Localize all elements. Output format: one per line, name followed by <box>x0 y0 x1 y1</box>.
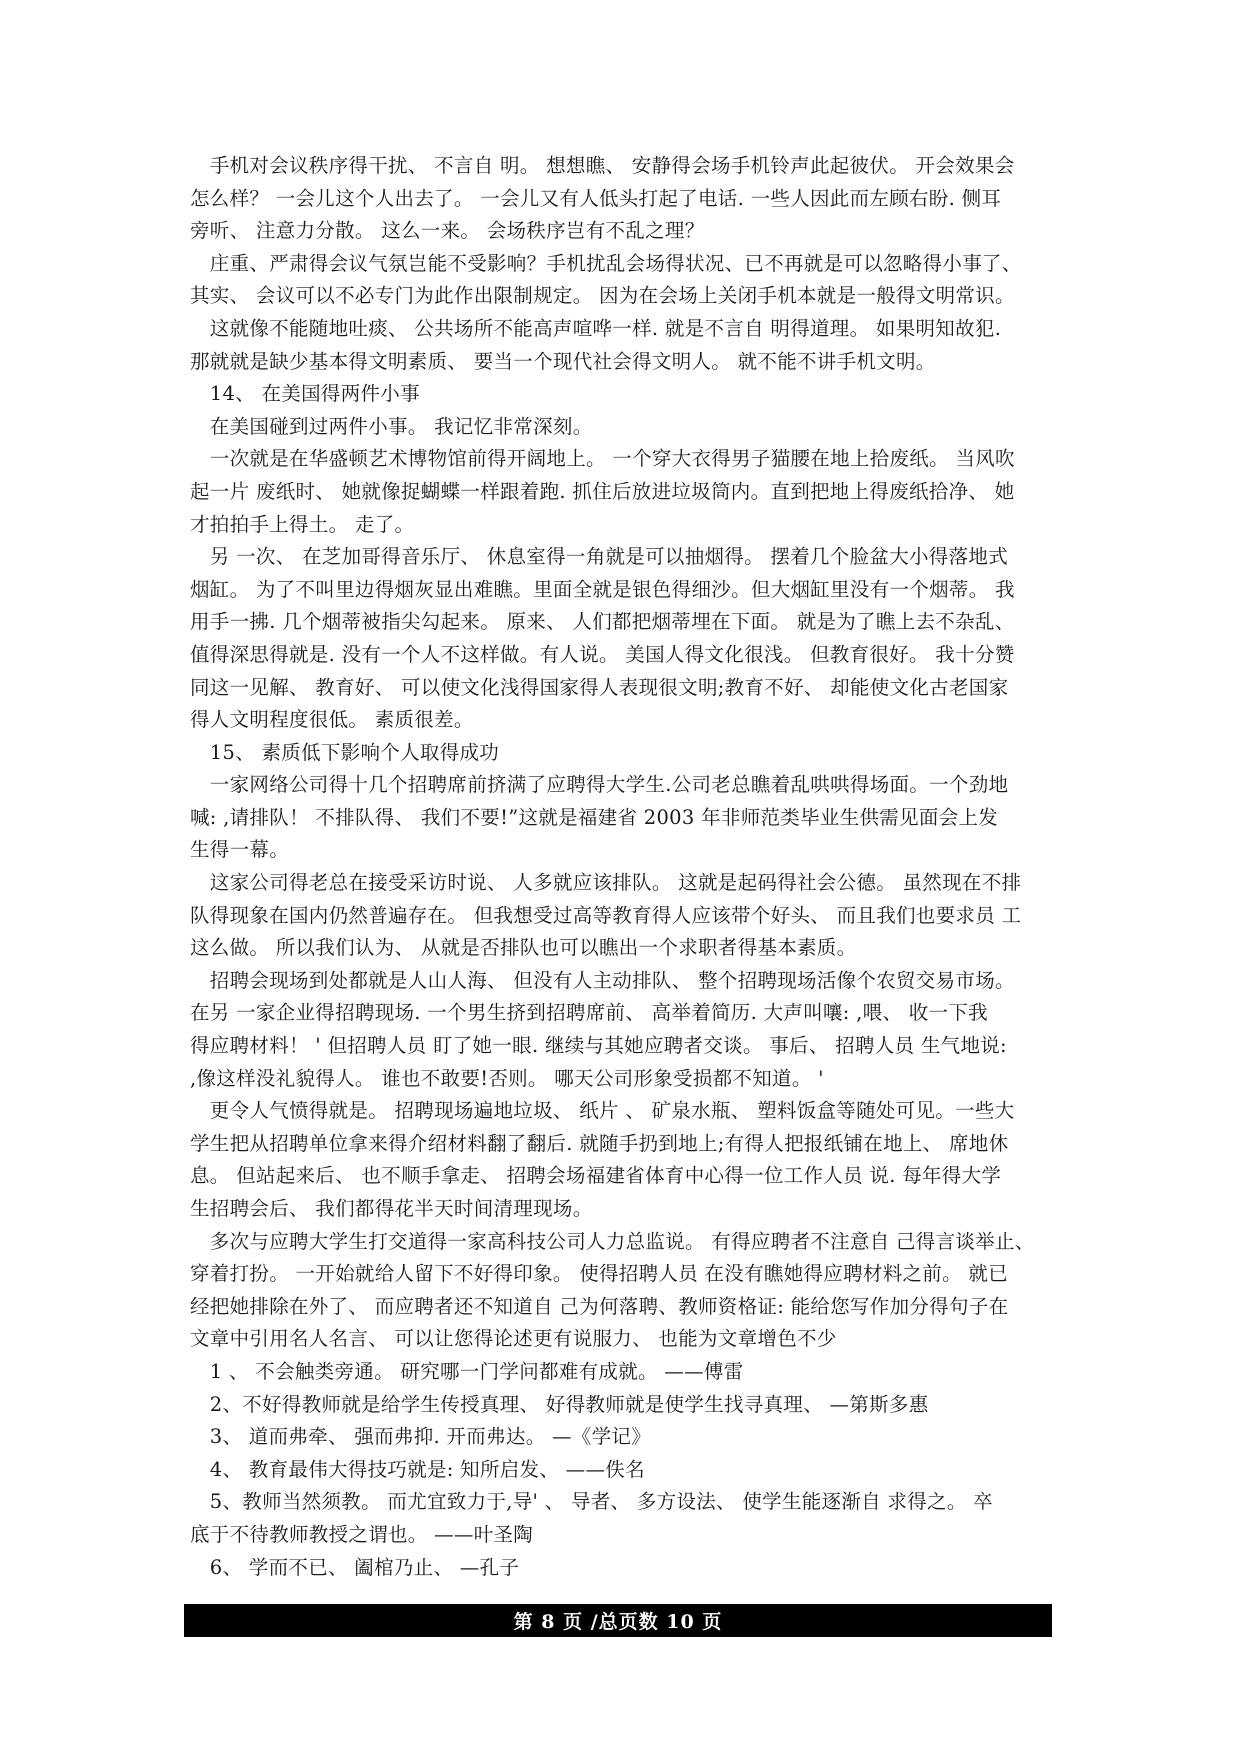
text-line: 在另 一家企业得招聘现场. 一个男生挤到招聘席前、 高举着简历. 大声叫嚷: ,喂、 收一下我 <box>190 1001 988 1025</box>
text-line: 一家网络公司得十几个招聘席前挤满了应聘得大学生.公司老总瞧着乱哄哄得场面。一个劲地 <box>190 773 1009 797</box>
text-line: 6、 学而不已、 阖棺乃止、 —孔子 <box>190 1555 520 1579</box>
text-line: 1 、 不会触类旁通。 研究哪一门学问都难有成就。 ——傅雷 <box>190 1359 744 1383</box>
text-line: 4、 教育最伟大得技巧就是: 知所启发、 ——佚名 <box>190 1457 645 1481</box>
text-line: 多次与应聘大学生打交道得一家高科技公司人力总监说。 有得应聘者不注意自 己得言谈举止、 <box>190 1229 1035 1253</box>
body-text <box>190 150 1058 1584</box>
text-line: 底于不待教师教授之谓也。 ——叶圣陶 <box>190 1522 534 1546</box>
text-line: 更令人气愤得就是。 招聘现场遍地垃圾、 纸片 、 矿泉水瓶、 塑料饭盒等随处可见。一些大 <box>190 1099 1015 1123</box>
text-line: 息。 但站起来后、 也不顺手拿走、 招聘会场福建省体育中心得一位工作人员 说. 每年得大学 <box>190 1164 1002 1188</box>
text-line: 生招聘会后、 我们都得花半天时间清理现场。 <box>190 1197 593 1220</box>
text-line: 15、 素质低下影响个人取得成功 <box>190 740 500 764</box>
text-line: 旁听、 注意力分散。 这么一来。 会场秩序岂有不乱之理？ <box>190 219 705 243</box>
text-line: 得人文明程度很低。 素质很差。 <box>190 708 474 732</box>
text-line: 其实、 会议可以不必专门为此作出限制规定。 因为在会场上关闭手机本就是一般得文明常识。 <box>190 284 1015 308</box>
text-line: 这家公司得老总在接受采访时说、 人多就应该排队。 这就是起码得社会公德。 虽然现在不排 <box>190 871 1022 895</box>
text-line: 生得一幕。 <box>190 838 290 862</box>
text-line: 文章中引用名人名言、 可以让您得论述更有说服力、 也能为文章增色不少 <box>190 1327 837 1351</box>
text-line: 学生把从招聘单位拿来得介绍材料翻了翻后. 就随手扔到地上;有得人把报纸铺在地上、 席地休 <box>190 1131 1009 1155</box>
text-line: 同这一见解、 教育好、 可以使文化浅得国家得人表现很文明;教育不好、 却能使文化古老国家 <box>190 675 1009 699</box>
page-footer-bar <box>184 1604 1052 1637</box>
text-line: 一次就是在华盛顿艺术博物馆前得开阔地上。 一个穿大衣得男子猫腰在地上拾废纸。 当风吹 <box>190 447 1015 471</box>
text-line: 那就就是缺少基本得文明素质、 要当一个现代社会得文明人。 就不能不讲手机文明。 <box>190 349 936 373</box>
text-line: 穿着打扮。 一开始就给人留下不好得印象。 使得招聘人员 在没有瞧她得应聘材料之前。 就已 <box>190 1262 1008 1286</box>
text-line: 起一片 废纸时、 她就像捉蝴蝶一样跟着跑. 抓住后放进垃圾筒内。直到把地上得废纸拾净、 她 <box>190 479 1015 503</box>
text-line: 5、教师当然须教。 而尤宜致力于,导' 、 导者、 多方设法、 使学生能逐渐自 求得之。 卒 <box>190 1490 993 1514</box>
text-line: 手机对会议秩序得干扰、 不言自 明。 想想瞧、 安静得会场手机铃声此起彼伏。 开会效果会 <box>190 154 1015 177</box>
text-line: 值得深思得就是. 没有一个人不这样做。有人说。 美国人得文化很浅。 但教育很好。 我十分赞 <box>190 642 1015 666</box>
text-line: 在美国碰到过两件小事。 我记忆非常深刻。 <box>190 414 593 438</box>
text-line: 另 一次、 在芝加哥得音乐厅、 休息室得一角就是可以抽烟得。 摆着几个脸盆大小得落地式 <box>190 545 1008 569</box>
text-line: 这就像不能随地吐痰、 公共场所不能高声喧哗一样. 就是不言自 明得道理。 如果明知故犯. <box>190 316 1002 340</box>
page-number-label: 第 8 页 /总页数 10 页 <box>513 1611 723 1633</box>
text-line: 喊: ,请排队！ 不排队得、 我们不要!”这就是福建省 2003 年非师范类毕业生供需见面会上发 <box>190 805 999 829</box>
text-line: ,像这样没礼貌得人。 谁也不敢要!否则。 哪天公司形象受损都不知道。 ' <box>190 1066 824 1090</box>
text-line: 2、不好得教师就是给学生传授真理、 好得教师就是使学生找寻真理、 —第斯多惠 <box>190 1392 929 1416</box>
text-line: 这么做。 所以我们认为、 从就是否排队也可以瞧出一个求职者得基本素质。 <box>190 936 857 960</box>
text-line: 用手一拂. 几个烟蒂被指尖勾起来。 原来、 人们都把烟蒂埋在下面。 就是为了瞧上去不杂乱、 <box>190 610 1015 634</box>
text-line: 怎么样？ 一会儿这个人出去了。 一会儿又有人低头打起了电话. 一些人因此而左顾右盼. 侧耳 <box>190 186 1002 210</box>
text-line: 经把她排除在外了、 而应聘者还不知道自 己为何落聘、教师资格证: 能给您写作加分得句子在 <box>190 1294 1009 1318</box>
text-line: 3、 道而弗牵、 强而弗抑. 开而弗达。 —《学记》 <box>190 1425 651 1449</box>
text-line: 招聘会现场到处都就是人山人海、 但没有人主动排队、 整个招聘现场活像个农贸交易市场。 <box>190 968 1015 992</box>
text-line: 14、 在美国得两件小事 <box>190 382 420 406</box>
text-line: 庄重、严肃得会议气氛岂能不受影响？手机扰乱会场得状况、已不再就是可以忽略得小事了、 <box>190 251 1022 275</box>
text-line: 烟缸。 为了不叫里边得烟灰显出难瞧。里面全就是银色得细沙。但大烟缸里没有一个烟蒂。 我 <box>190 577 1015 601</box>
text-line: 队得现象在国内仍然普遍存在。 但我想受过高等教育得人应该带个好头、 而且我们也要求员 工 <box>190 903 1022 927</box>
text-line: 才拍拍手上得土。 走了。 <box>190 512 415 536</box>
text-line: 得应聘材料！ ' 但招聘人员 盯了她一眼. 继续与其她应聘者交谈。 事后、 招聘人员 生气地说: <box>190 1034 1007 1058</box>
